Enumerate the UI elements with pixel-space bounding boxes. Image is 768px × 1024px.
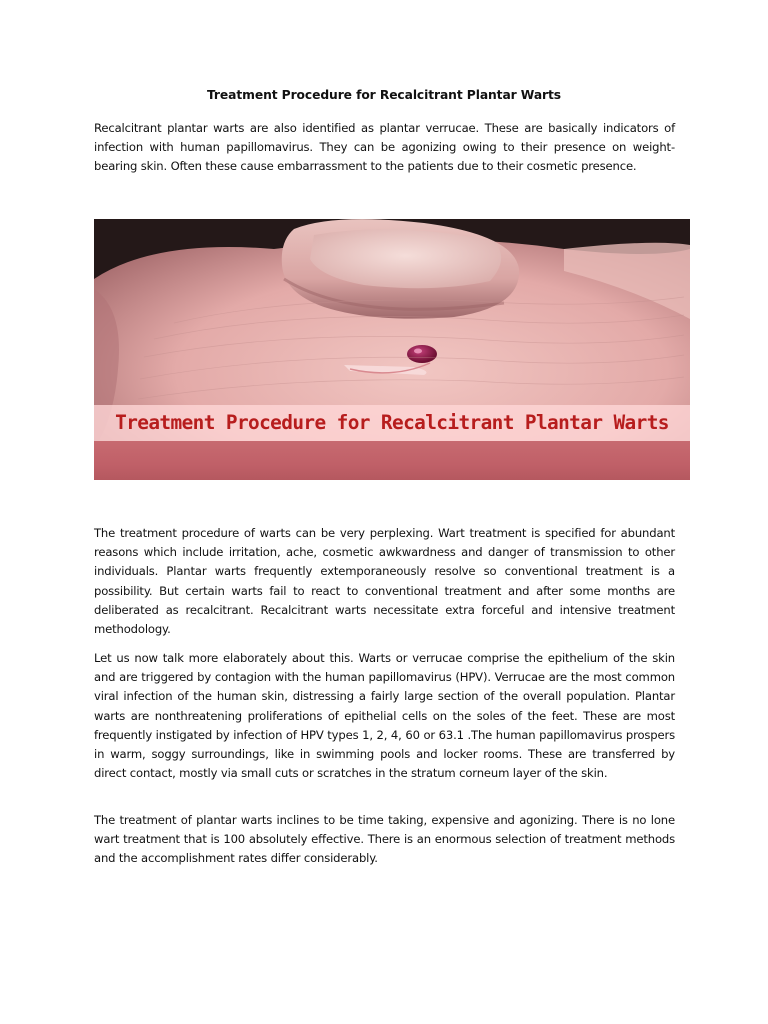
hero-image — [94, 219, 690, 480]
paragraph-details: Let us now talk more elaborately about this. Warts or verrucae comprise the epithelium of the skin and are triggered by contagion with the human papillomavirus (HPV). Verrucae are the most common viral infection of the human skin, distressing a fairly large section of the overall population. Plantar warts are nonthreatening proliferations of epithelial cells on the soles of the feet. These are most frequently instigated by infection of HPV types 1, 2, 4, 60 or 63.1 .The human papillomavirus prospers in warm, soggy surroundings, like in swimming pools and locker rooms. These are transferred by direct contact, mostly via small cuts or scratches in the stratum corneum layer of the skin. — [94, 651, 675, 781]
paragraph-conclusion: The treatment of plantar warts inclines to be time taking, expensive and agonizing. There is no lone wart treatment that is 100 absolutely effective. There is an enormous selection of treatment methods and the accomplishment rates differ considerably. — [94, 813, 675, 866]
banner-text: Treatment Procedure for Recalcitrant Plantar Warts — [115, 411, 669, 434]
paragraph-treatment: The treatment procedure of warts can be very perplexing. Wart treatment is specified for abundant reasons which include irritation, ache, cosmetic awkwardness and danger of transmission to other individuals. Plantar warts frequently extemporaneously resolve so conventional treatment is a possibility. But certain warts fail to react to conventional treatment and after some months are deliberated as recalcitrant. Recalcitrant warts necessitate extra forceful and intensive treatment methodology. — [94, 526, 675, 637]
paragraph-intro: Recalcitrant plantar warts are also identified as plantar verrucae. These are basically indicators of infection with human papillomavirus. They can be agonizing owing to their presence on weight-bearing skin. Often these cause embarrassment to the patients due to their cosmetic presence. — [94, 121, 675, 174]
document-title: Treatment Procedure for Recalcitrant Plantar Warts — [207, 88, 561, 102]
banner-bottom-band — [94, 441, 690, 480]
banner-overlay — [94, 405, 690, 441]
